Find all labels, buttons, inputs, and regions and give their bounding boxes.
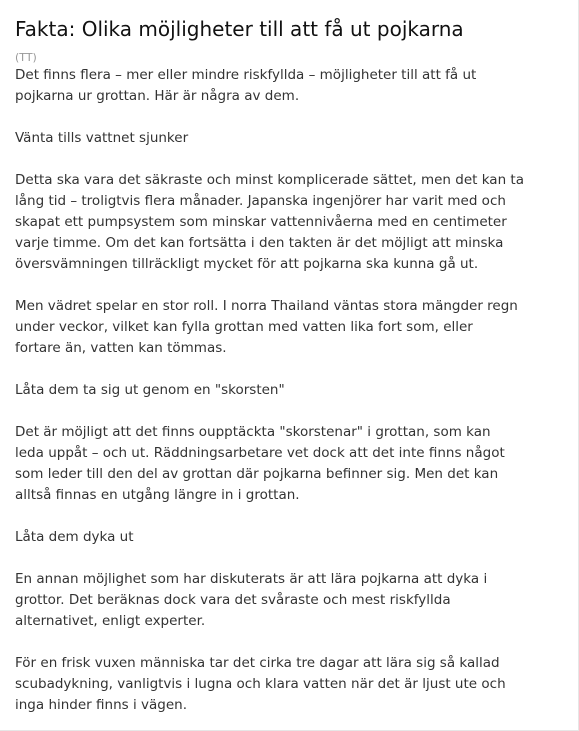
section-wait-paragraph-1: Detta ska vara det säkraste och minst komplicerade sättet, men det kan ta lång tid – troligtvis flera månader. Japanska ingenjörer har varit med och skapat ett pumpsystem som minskar vattennivåerna med en centimeter varje timme. Om det kan fortsätta i den takten är det möjligt att minska översvämningen tillräckligt mycket för att pojkarna ska kunna gå ut.	[15, 172, 524, 272]
spacer	[15, 401, 571, 422]
article-title: Fakta: Olika möjligheter till att få ut pojkarna	[15, 17, 464, 41]
section-dive-paragraph-2: För en frisk vuxen människa tar det cirka tre dagar att lära sig så kallad scubadykning, vanligtvis i lugna och klara vatten när det är ljust ute och inga hinder finns i vägen.	[15, 655, 506, 713]
spacer	[15, 107, 571, 128]
section-dive-paragraph-1: En annan möjlighet som har diskuterats är att lära pojkarna att dyka i grottor. Det beräknas dock vara det svåraste och mest riskfyllda alternativet, enligt experter.	[15, 571, 488, 629]
article-intro: Det finns flera – mer eller mindre riskfyllda – möjligheter till att få ut pojkarna ur grottan. Här är några av dem.	[15, 67, 477, 104]
section-wait-paragraph-2: Men vädret spelar en stor roll. I norra Thailand väntas stora mängder regn under veckor, vilket kan fylla grottan med vatten lika fort som, eller fortare än, vatten kan tömmas.	[15, 298, 518, 356]
spacer	[15, 149, 571, 170]
section-heading-chimney: Låta dem ta sig ut genom en "skorsten"	[15, 382, 285, 398]
spacer	[15, 359, 571, 380]
spacer	[15, 548, 571, 569]
spacer	[15, 506, 571, 527]
section-heading-wait: Vänta tills vattnet sjunker	[15, 130, 189, 146]
section-heading-dive: Låta dem dyka ut	[15, 529, 134, 545]
fact-article	[15, 16, 571, 716]
article-byline: (TT)	[15, 51, 37, 64]
spacer	[15, 275, 571, 296]
section-chimney-paragraph-1: Det är möjligt att det finns oupptäckta "skorstenar" i grottan, som kan leda uppåt – och ut. Räddningsarbetare vet dock att det inte finns något som leder till den del av grottan där pojkarna befinner sig. Men det kan alltså finnas en utgång längre in i grottan.	[15, 424, 505, 503]
spacer	[15, 632, 571, 653]
